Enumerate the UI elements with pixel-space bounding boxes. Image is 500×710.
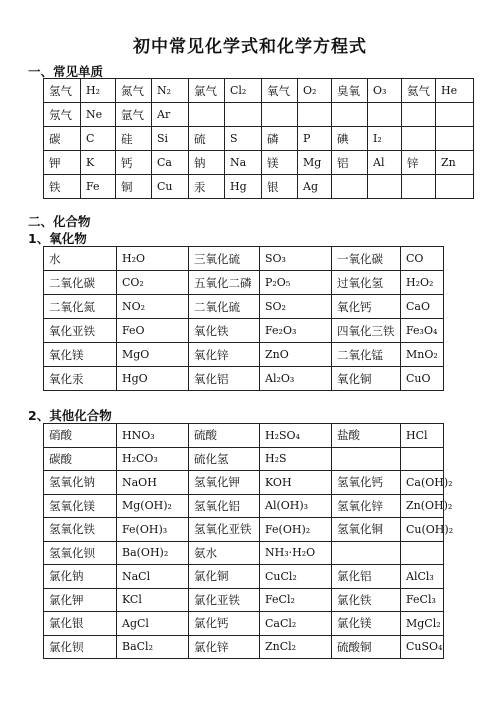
substance-name-cell: 氧化亚铁 (44, 319, 117, 343)
formula-cell: CaCl₂ (260, 612, 332, 636)
substance-name-cell (332, 541, 401, 565)
substance-name-cell: 氯化银 (44, 612, 117, 636)
page-title: 初中常见化学式和化学方程式 (133, 37, 367, 57)
table-row (44, 127, 474, 151)
formula-cell: Hg (225, 175, 262, 199)
formula-cell: HNO₃ (117, 424, 189, 448)
formula-cell (225, 103, 262, 127)
section-heading-compounds: 二、化合物 (28, 214, 91, 229)
substance-name-cell: 氧化铝 (189, 367, 260, 391)
table-row (44, 424, 444, 448)
substance-name-cell (402, 103, 436, 127)
substance-name-cell: 钠 (189, 151, 225, 175)
table-row (44, 612, 444, 636)
formula-cell (401, 541, 444, 565)
formula-cell: AgCl (117, 612, 189, 636)
formula-cell: K (81, 151, 116, 175)
formula-cell: O₂ (298, 79, 332, 103)
substance-name-cell: 臭氧 (332, 79, 368, 103)
formula-cell: Ca (152, 151, 189, 175)
substance-name-cell: 碳酸 (44, 447, 117, 471)
table-row (44, 541, 444, 565)
formula-cell: P₂O₅ (260, 271, 332, 295)
formula-cell: Ca(OH)₂ (401, 471, 444, 495)
substance-name-cell: 镁 (262, 151, 298, 175)
substance-name-cell: 四氧化三铁 (332, 319, 401, 343)
formula-cell: Al(OH)₃ (260, 494, 332, 518)
substance-name-cell (402, 127, 436, 151)
substance-name-cell: 氯化亚铁 (189, 588, 260, 612)
substance-name-cell: 锌 (402, 151, 436, 175)
formula-cell: CuO (401, 367, 444, 391)
formula-cell: H₂ (81, 79, 116, 103)
substance-name-cell: 氧化铁 (189, 319, 260, 343)
substance-name-cell: 硅 (116, 127, 152, 151)
substance-name-cell: 氧化铜 (332, 367, 401, 391)
table-row (44, 588, 444, 612)
elements-table (43, 78, 474, 199)
formula-cell (368, 175, 402, 199)
substance-name-cell: 铝 (332, 151, 368, 175)
formula-cell: NO₂ (117, 295, 189, 319)
formula-cell: Fe(OH)₃ (117, 518, 189, 542)
substance-name-cell: 硫酸 (189, 424, 260, 448)
formula-cell: P (298, 127, 332, 151)
formula-cell: BaCl₂ (117, 635, 189, 659)
formula-cell: H₂O₂ (401, 271, 444, 295)
formula-cell: MgCl₂ (401, 612, 444, 636)
formula-cell: N₂ (152, 79, 189, 103)
substance-name-cell: 水 (44, 247, 117, 271)
formula-cell: Na (225, 151, 262, 175)
table-row (44, 151, 474, 175)
formula-cell: Mg (298, 151, 332, 175)
formula-cell: SO₂ (260, 295, 332, 319)
table-row (44, 103, 474, 127)
substance-name-cell: 硫化氢 (189, 447, 260, 471)
substance-name-cell: 氩气 (116, 103, 152, 127)
formula-cell: Fe₃O₄ (401, 319, 444, 343)
substance-name-cell: 钾 (44, 151, 81, 175)
substance-name-cell: 硝酸 (44, 424, 117, 448)
substance-name-cell: 银 (262, 175, 298, 199)
substance-name-cell: 氢氧化钡 (44, 541, 117, 565)
table-row (44, 271, 444, 295)
formula-cell: CO (401, 247, 444, 271)
substance-name-cell: 碘 (332, 127, 368, 151)
formula-cell: NH₃·H₂O (260, 541, 332, 565)
formula-cell (401, 447, 444, 471)
substance-name-cell: 氢氧化锌 (332, 494, 401, 518)
substance-name-cell: 二氧化碳 (44, 271, 117, 295)
substance-name-cell: 氨水 (189, 541, 260, 565)
substance-name-cell: 氧化钙 (332, 295, 401, 319)
table-row (44, 471, 444, 495)
table-row (44, 635, 444, 659)
formula-cell: CuSO₄ (401, 635, 444, 659)
substance-name-cell: 二氧化锰 (332, 343, 401, 367)
substance-name-cell: 氖气 (44, 103, 81, 127)
substance-name-cell: 氧气 (262, 79, 298, 103)
formula-cell: Zn (436, 151, 474, 175)
formula-cell: Fe(OH)₂ (260, 518, 332, 542)
substance-name-cell: 五氧化二磷 (189, 271, 260, 295)
formula-cell: I₂ (368, 127, 402, 151)
substance-name-cell: 汞 (189, 175, 225, 199)
substance-name-cell: 氧化锌 (189, 343, 260, 367)
substance-name-cell: 二氧化硫 (189, 295, 260, 319)
formula-cell: FeO (117, 319, 189, 343)
substance-name-cell: 氯化铝 (332, 565, 401, 589)
formula-cell: H₂CO₃ (117, 447, 189, 471)
oxides-table (43, 246, 444, 391)
section-heading-elements: 一、常见单质 (28, 64, 104, 79)
substance-name-cell: 氯化钡 (44, 635, 117, 659)
substance-name-cell: 氯化锌 (189, 635, 260, 659)
substance-name-cell (402, 175, 436, 199)
formula-cell: NaOH (117, 471, 189, 495)
formula-cell: FeCl₂ (260, 588, 332, 612)
substance-name-cell: 钙 (116, 151, 152, 175)
table-row (44, 247, 444, 271)
substance-name-cell (332, 175, 368, 199)
substance-name-cell: 氢氧化亚铁 (189, 518, 260, 542)
table-row (44, 518, 444, 542)
formula-cell: S (225, 127, 262, 151)
formula-cell: Mg(OH)₂ (117, 494, 189, 518)
substance-name-cell: 氯化铜 (189, 565, 260, 589)
formula-cell: Fe (81, 175, 116, 199)
substance-name-cell: 氢氧化铜 (332, 518, 401, 542)
formula-cell: MgO (117, 343, 189, 367)
substance-name-cell (189, 103, 225, 127)
formula-cell: HgO (117, 367, 189, 391)
substance-name-cell: 硫 (189, 127, 225, 151)
formula-cell: Cu(OH)₂ (401, 518, 444, 542)
formula-cell (436, 103, 474, 127)
substance-name-cell: 氯化镁 (332, 612, 401, 636)
other-compounds-table (43, 423, 454, 659)
substance-name-cell: 碳 (44, 127, 81, 151)
table-row (44, 79, 474, 103)
formula-cell: Ba(OH)₂ (117, 541, 189, 565)
substance-name-cell: 氢氧化钙 (332, 471, 401, 495)
substance-name-cell: 铜 (116, 175, 152, 199)
formula-cell: Zn(OH)₂ (401, 494, 444, 518)
formula-cell: H₂O (117, 247, 189, 271)
table-row (44, 319, 444, 343)
substance-name-cell: 氯化铁 (332, 588, 401, 612)
substance-name-cell: 氢氧化铁 (44, 518, 117, 542)
formula-cell: ZnO (260, 343, 332, 367)
formula-cell: CuCl₂ (260, 565, 332, 589)
subheading-other-compounds: 2、其他化合物 (28, 408, 112, 423)
table-row (44, 367, 444, 391)
table-row (44, 494, 444, 518)
substance-name-cell (332, 447, 401, 471)
formula-cell: CaO (401, 295, 444, 319)
substance-name-cell: 氮气 (116, 79, 152, 103)
table-row (44, 565, 444, 589)
table-row (44, 343, 444, 367)
substance-name-cell: 过氧化氢 (332, 271, 401, 295)
substance-name-cell: 氧化汞 (44, 367, 117, 391)
formula-cell: AlCl₃ (401, 565, 444, 589)
formula-cell: KCl (117, 588, 189, 612)
substance-name-cell: 二氧化氮 (44, 295, 117, 319)
formula-cell: NaCl (117, 565, 189, 589)
substance-name-cell: 氯气 (189, 79, 225, 103)
substance-name-cell (332, 103, 368, 127)
table-row (44, 295, 444, 319)
formula-cell: Ne (81, 103, 116, 127)
formula-cell: HCl (401, 424, 444, 448)
formula-cell: H₂SO₄ (260, 424, 332, 448)
formula-cell: Ag (298, 175, 332, 199)
formula-cell: Al₂O₃ (260, 367, 332, 391)
formula-cell: Al (368, 151, 402, 175)
formula-cell: CO₂ (117, 271, 189, 295)
formula-cell: Cu (152, 175, 189, 199)
substance-name-cell: 铁 (44, 175, 81, 199)
substance-name-cell: 氧化镁 (44, 343, 117, 367)
formula-cell: C (81, 127, 116, 151)
formula-cell: Si (152, 127, 189, 151)
formula-cell (298, 103, 332, 127)
formula-cell: H₂S (260, 447, 332, 471)
formula-cell: Cl₂ (225, 79, 262, 103)
substance-name-cell: 氦气 (402, 79, 436, 103)
substance-name-cell: 三氧化硫 (189, 247, 260, 271)
formula-cell: FeCl₃ (401, 588, 444, 612)
table-row (44, 447, 444, 471)
formula-cell: KOH (260, 471, 332, 495)
substance-name-cell (262, 103, 298, 127)
formula-cell (436, 175, 474, 199)
substance-name-cell: 氢氧化镁 (44, 494, 117, 518)
formula-cell (368, 103, 402, 127)
substance-name-cell: 氢氧化铝 (189, 494, 260, 518)
formula-cell: He (436, 79, 474, 103)
substance-name-cell: 氢氧化钾 (189, 471, 260, 495)
formula-cell: Ar (152, 103, 189, 127)
substance-name-cell: 一氧化碳 (332, 247, 401, 271)
formula-cell: O₃ (368, 79, 402, 103)
substance-name-cell: 氯化钠 (44, 565, 117, 589)
substance-name-cell: 磷 (262, 127, 298, 151)
substance-name-cell: 硫酸铜 (332, 635, 401, 659)
table-row (44, 175, 474, 199)
formula-cell: SO₃ (260, 247, 332, 271)
formula-cell: Fe₂O₃ (260, 319, 332, 343)
substance-name-cell: 氢气 (44, 79, 81, 103)
formula-cell (436, 127, 474, 151)
formula-cell: MnO₂ (401, 343, 444, 367)
subheading-oxides: 1、氧化物 (28, 231, 87, 246)
substance-name-cell: 氯化钙 (189, 612, 260, 636)
substance-name-cell: 盐酸 (332, 424, 401, 448)
substance-name-cell: 氯化钾 (44, 588, 117, 612)
substance-name-cell: 氢氧化钠 (44, 471, 117, 495)
formula-cell: ZnCl₂ (260, 635, 332, 659)
